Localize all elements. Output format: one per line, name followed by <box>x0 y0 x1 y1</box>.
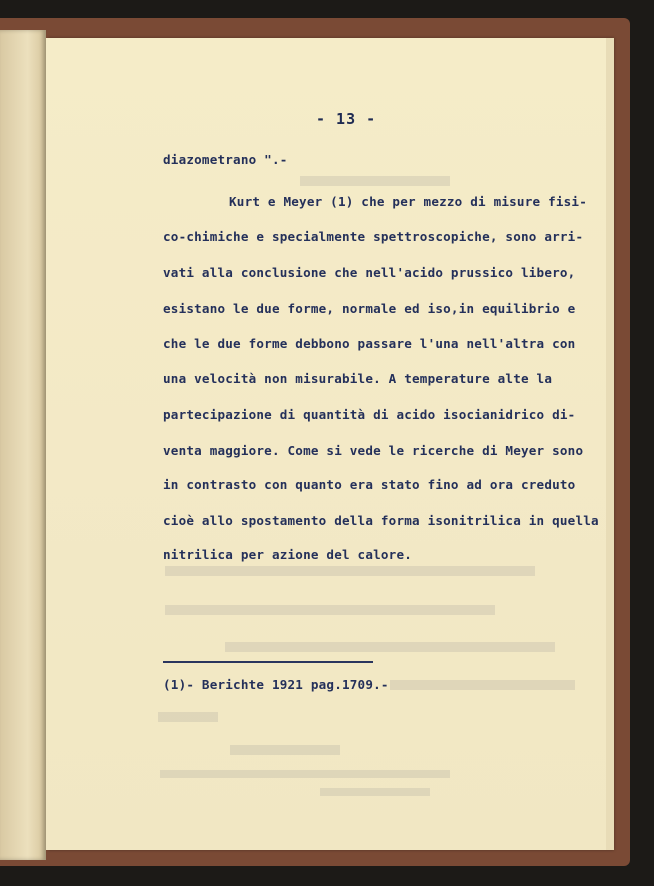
text-line: in contrasto con quanto era stato fino ad ora creduto <box>163 477 576 492</box>
text-line: che le due forme debbono passare l'una nell'altra con <box>163 336 576 351</box>
text-line: una velocità non misurabile. A temperature alte la <box>163 371 553 386</box>
footnote: (1)- Berichte 1921 pag.1709.- <box>163 677 389 692</box>
text-line: nitrilica per azione del calore. <box>163 547 413 562</box>
text-line: diazometrano ".- <box>163 152 288 167</box>
text-line: Kurt e Meyer (1) che per mezzo di misure fisi- <box>229 194 587 209</box>
bleed-through-mark <box>158 712 218 722</box>
bleed-through-mark <box>230 745 340 755</box>
text-line: cioè allo spostamento della forma isonitrilica in quella <box>163 513 599 528</box>
text-line: esistano le due forme, normale ed iso,in equilibrio e <box>163 301 576 316</box>
bleed-through-mark <box>320 788 430 796</box>
page-number: - 13 - <box>316 110 377 128</box>
bleed-through-mark <box>165 566 535 576</box>
text-line: vati alla conclusione che nell'acido prussico libero, <box>163 265 576 280</box>
page-stack-edge <box>606 38 614 850</box>
footnote-separator <box>163 661 373 663</box>
text-line: partecipazione di quantità di acido isocianidrico di- <box>163 407 576 422</box>
bleed-through-mark <box>225 642 555 652</box>
bleed-through-mark <box>160 770 450 778</box>
bleed-through-mark <box>165 605 495 615</box>
text-line: venta maggiore. Come si vede le ricerche di Meyer sono <box>163 443 584 458</box>
facing-page-edge <box>0 30 46 860</box>
bleed-through-mark <box>300 176 450 186</box>
text-line: co-chimiche e specialmente spettroscopiche, sono arri- <box>163 229 584 244</box>
bleed-through-mark <box>390 680 575 690</box>
